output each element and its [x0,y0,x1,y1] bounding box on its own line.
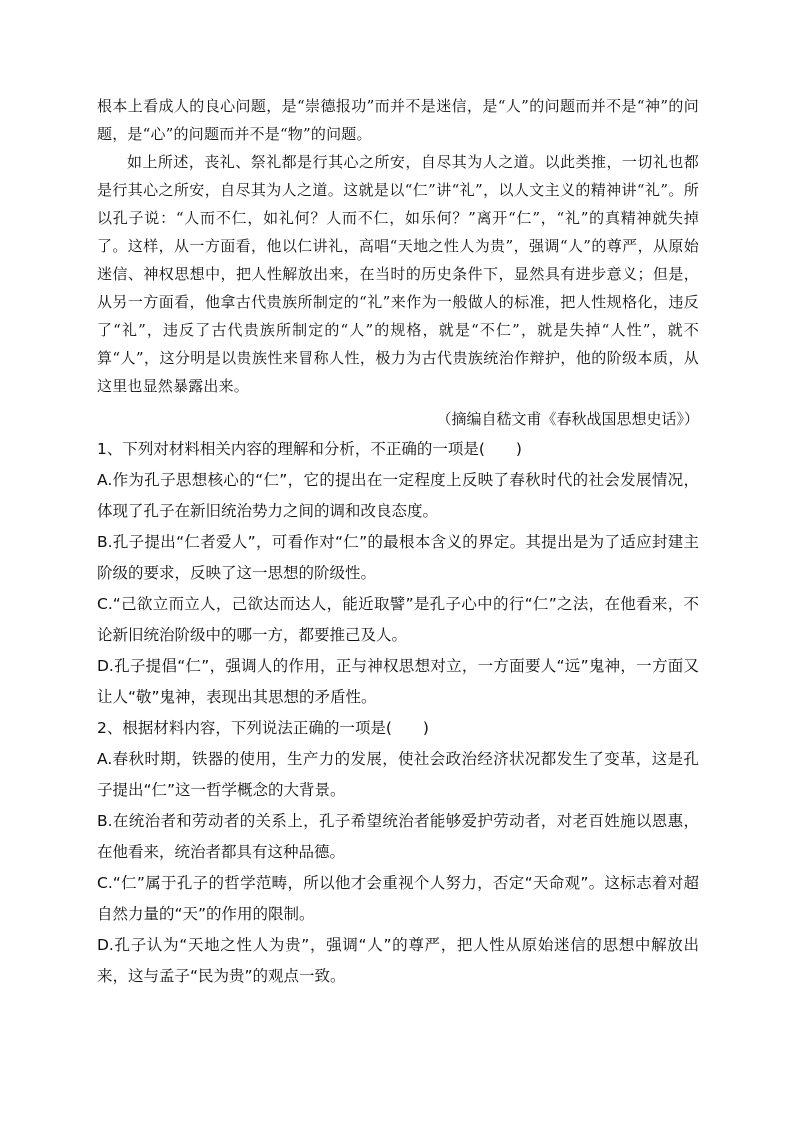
question-2-option-a: A.春秋时期，铁器的使用，生产力的发展，使社会政治经济状况都发生了变革，这是孔子提出“仁”这一哲学概念的大背景。 [97,750,699,799]
question-1-stem: 1、下列对材料相关内容的理解和分析，不正确的一项是( ) [97,440,522,458]
question-1-option-a: A.作为孔子思想核心的“仁”，它的提出在一定程度上反映了春秋时代的社会发展情况，体现了孔子在新旧统治势力之间的调和改良态度。 [97,471,699,520]
question-1 [97,434,699,713]
document-page [97,92,699,992]
question-2-option-d: D.孔子认为“天地之性人为贵”，强调“人”的尊严，把人性从原始迷信的思想中解放出来，这与孟子“民为贵”的观点一致。 [97,936,699,985]
passage-paragraph-1: 根本上看成人的良心问题，是“崇德报功”而并不是迷信，是“人”的问题而并不是“神”的问题，是“心”的问题而并不是“物”的问题。 [97,97,699,143]
question-1-option-c: C.“己欲立而立人，己欲达而达人，能近取譬”是孔子心中的行“仁”之法，在他看来，不论新旧统治阶级中的哪一方，都要推己及人。 [97,595,699,644]
question-2-option-b: B.在统治者和劳动者的关系上，孔子希望统治者能够爱护劳动者，对老百姓施以恩惠，在他看来，统治者都具有这种品德。 [97,812,699,861]
question-2-option-c: C.“仁”属于孔子的哲学范畴，所以他才会重视个人努力，否定“天命观”。这标志着对超自然力量的“天”的作用的限制。 [97,874,699,923]
question-1-option-b: B.孔子提出“仁者爱人”，可看作对“仁”的最根本含义的界定。其提出是为了适应封建主阶级的要求，反映了这一思想的阶级性。 [97,533,699,582]
passage-source: （摘编自嵇文甫《春秋战国思想史话》） [436,410,699,428]
passage-paragraph-2: 如上所述，丧礼、祭礼都是行其心之所安，自尽其为人之道。以此类推，一切礼也都是行其心之所安，自尽其为人之道。这就是以“仁”讲“礼”，以人文主义的精神讲“礼”。所以孔子说：“人而不仁，如礼何？人而不仁，如乐何？”离开“仁”，“礼”的真精神就失掉了。这样，从一方面看，他以仁讲礼，高唱“天地之性人为贵”，强调“人”的尊严，从原始迷信、神权思想中，把人性解放出来，在当时的历史条件下，显然具有进步意义；但是，从另一方面看，他拿古代贵族所制定的“礼”来作为一般做人的标准，把人性规格化，违反了“礼”，违反了古代贵族所制定的“人”的规格，就是“不仁”，就是失掉“人性”，就不算“人”，这分明是以贵族性来冒称人性，极力为古代贵族统治作辩护，他的阶级本质，从这里也显然暴露出来。 [97,153,699,395]
question-1-option-d: D.孔子提倡“仁”，强调人的作用，正与神权思想对立，一方面要人“远”鬼神，一方面又让人“敬”鬼神，表现出其思想的矛盾性。 [97,657,699,706]
question-2-stem: 2、根据材料内容，下列说法正确的一项是( ) [97,719,429,737]
question-2 [97,713,699,992]
